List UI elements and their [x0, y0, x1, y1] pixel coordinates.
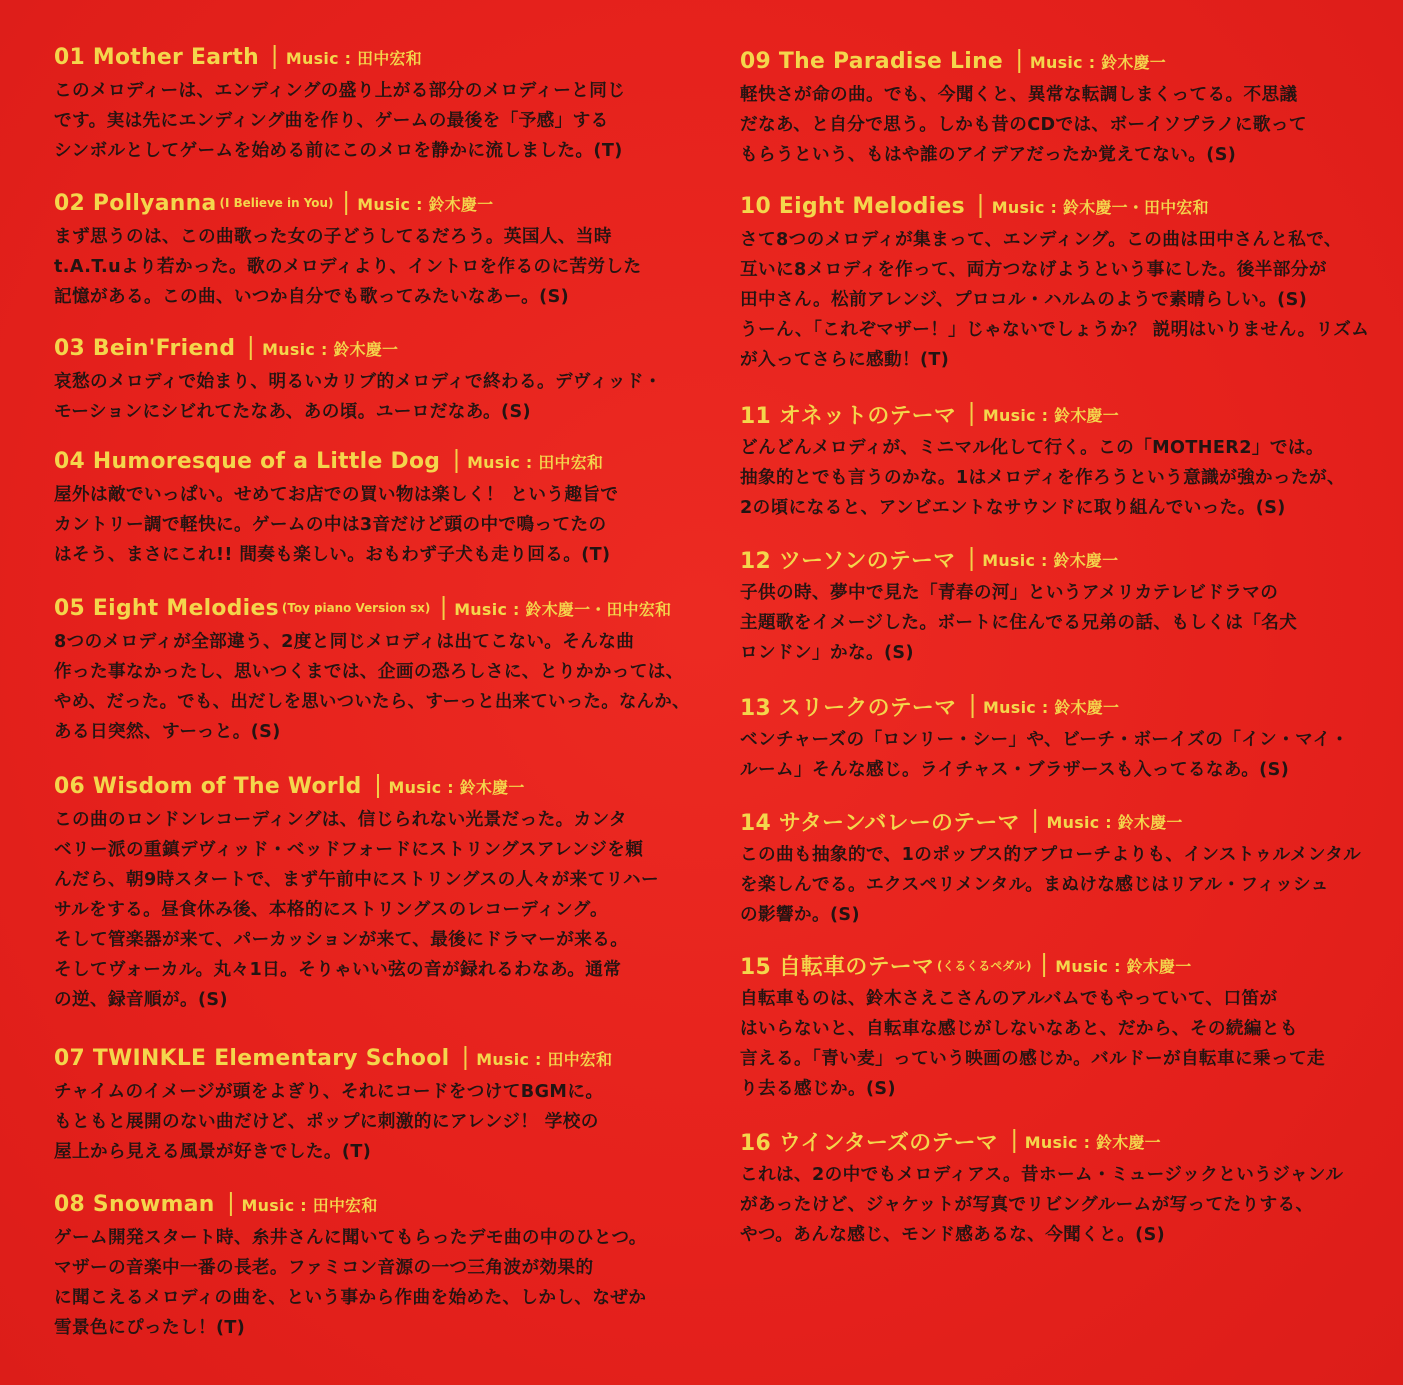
- description-line: が入ってさらに感動！(T): [740, 350, 950, 370]
- track-title: 10 Eight Melodies: [740, 193, 965, 219]
- description-line: マザーの音楽中一番の長老。ファミコン音源の一つ三角波が効果的: [54, 1258, 594, 1278]
- track-02: [54, 188, 694, 312]
- track-description: [740, 1160, 1380, 1250]
- track-title: 12 ツーソンのテーマ: [740, 548, 956, 574]
- separator: [274, 45, 276, 69]
- track-credit: Music : 鈴木慶一: [357, 194, 494, 214]
- track-13: [740, 691, 1380, 785]
- track-title: 11 オネットのテーマ: [740, 403, 957, 429]
- track-description: [54, 480, 694, 570]
- track-title: 13 スリークのテーマ: [740, 695, 957, 721]
- description-line: 主題歌をイメージした。ボートに住んでる兄弟の話、もしくは「名犬: [740, 613, 1298, 633]
- description-line: ベリー派の重鎮デヴィッド・ベッドフォードにストリングスアレンジを頼: [54, 840, 644, 860]
- track-14: [740, 806, 1380, 930]
- track-header: [54, 1189, 690, 1219]
- separator: [1013, 1129, 1015, 1153]
- description-line: り去る感じか。(S): [740, 1079, 896, 1099]
- description-line: そしてヴォーカル。丸々1日。そりゃいい弦の音が録れるわなあ。通常: [54, 960, 622, 980]
- track-description: [740, 225, 1380, 375]
- track-title: 06 Wisdom of The World: [54, 773, 362, 799]
- track-credit: Music : 鈴木慶一: [982, 550, 1119, 570]
- track-title: 01 Mother Earth: [54, 44, 260, 70]
- separator: [230, 1192, 232, 1216]
- track-description: [740, 433, 1380, 523]
- track-01: [54, 42, 694, 166]
- track-title: 03 Bein'Friend: [54, 335, 236, 361]
- track-description: [54, 1077, 694, 1167]
- description-line: ロンドン」かな。(S): [740, 643, 914, 663]
- track-title: 05 Eight Melodies: [54, 595, 279, 621]
- track-05: [54, 593, 694, 747]
- description-line: サルをする。昼食休み後、本格的にストリングスのレコーディング。: [54, 900, 608, 920]
- track-credit: Music : 鈴木慶一: [982, 405, 1119, 425]
- track-credit: Music : 鈴木慶一: [1029, 52, 1167, 72]
- description-line: 屋上から見える風景が好きでした。(T): [54, 1142, 372, 1162]
- description-line: があったけど、ジャケットが写真でリビングルームが写ってたりする、: [740, 1195, 1314, 1215]
- track-description: [740, 984, 1380, 1104]
- track-header: [54, 333, 690, 363]
- description-line: 自転車ものは、鈴木さえこさんのアルバムでもやっていて、口笛が: [740, 989, 1278, 1009]
- track-11: [740, 399, 1380, 523]
- description-line: カントリー調で軽快に。ゲームの中は3音だけど頭の中で鳴ってたの: [54, 515, 607, 535]
- track-title: 14 サターンバレーのテーマ: [740, 810, 1020, 836]
- track-description: [54, 222, 694, 312]
- separator: [377, 774, 379, 798]
- description-line: この曲のロンドンレコーディングは、信じられない光景だった。カンタ: [54, 810, 627, 830]
- track-06: [54, 771, 694, 1015]
- track-header: [740, 1126, 1376, 1156]
- track-header: [54, 1043, 690, 1073]
- description-line: ある日突然、すーっと。(S): [54, 722, 281, 742]
- description-line: このメロディーは、エンディングの盛り上がる部分のメロディーと同じ: [54, 81, 626, 101]
- description-line: 抽象的とでも言うのかな。1はメロディを作ろうという意識が強かったが、: [740, 468, 1346, 488]
- description-line: まず思うのは、この曲歌った女の子どうしてるだろう。英国人、当時: [54, 227, 612, 247]
- description-line: ベンチャーズの「ロンリー・シー」や、ビーチ・ボーイズの「イン・マイ・: [740, 730, 1349, 750]
- description-line: だなあ、と自分で思う。しかも昔のCDでは、ボーイソプラノに歌って: [740, 115, 1307, 135]
- track-credit: Music : 鈴木慶一・田中宏和: [454, 599, 672, 619]
- description-line: モーションにシビれてたなあ、あの頃。ユーロだなあ。(S): [54, 402, 531, 422]
- description-line: 子供の時、夢中で見た「青春の河」というアメリカテレビドラマの: [740, 583, 1279, 603]
- description-line: んだら、朝9時スタートで、まず午前中にストリングスの人々が来てリハー: [54, 870, 660, 890]
- track-header: [740, 46, 1376, 76]
- separator: [250, 336, 252, 360]
- track-title: 09 The Paradise Line: [740, 48, 1004, 74]
- separator: [971, 402, 973, 426]
- track-header: [740, 950, 1376, 980]
- description-line: を楽しんでる。エクスペリメンタル。まぬけな感じはリアル・フィッシュ: [740, 875, 1329, 895]
- description-line: もともと展開のない曲だけど、ポップに刺激的にアレンジ！ 学校の: [54, 1112, 599, 1132]
- description-line: もらうという、もはや誰のアイデアだったか覚えてない。(S): [740, 145, 1237, 165]
- description-line: そして管楽器が来て、パーカッションが来て、最後にドラマーが来る。: [54, 930, 629, 950]
- separator: [442, 596, 444, 620]
- track-header: [740, 399, 1376, 429]
- separator: [345, 191, 347, 215]
- description-line: です。実は先にエンディング曲を作り、ゲームの最後を「予感」する: [54, 111, 609, 131]
- track-description: [54, 76, 694, 166]
- track-title: 16 ウインターズのテーマ: [740, 1130, 998, 1156]
- track-credit: Music : 鈴木慶一・田中宏和: [991, 197, 1209, 217]
- track-credit: Music : 鈴木慶一: [1055, 956, 1192, 976]
- description-line: はそう、まさにこれ!! 間奏も楽しい。おもわず子犬も走り回る。(T): [54, 545, 611, 565]
- description-line: に聞こえるメロディの曲を、という事から作曲を始めた、しかし、なぜか: [54, 1288, 647, 1308]
- description-line: シンボルとしてゲームを始める前にこのメロを静かに流しました。(T): [54, 141, 623, 161]
- track-credit: Music : 田中宏和: [241, 1195, 378, 1215]
- separator: [1035, 809, 1037, 833]
- track-credit: Music : 鈴木慶一: [388, 777, 525, 797]
- track-15: [740, 950, 1380, 1104]
- description-line: やめ、だった。でも、出だしを思いついたら、すーっと出来ていった。なんか、: [54, 692, 690, 712]
- track-description: [740, 80, 1380, 170]
- track-description: [740, 578, 1380, 668]
- track-title: 15 自転車のテーマ: [740, 954, 935, 980]
- track-title: 08 Snowman: [54, 1191, 215, 1217]
- track-08: [54, 1189, 694, 1343]
- track-credit: Music : 田中宏和: [476, 1049, 613, 1069]
- track-title: 04 Humoresque of a Little Dog: [54, 448, 441, 474]
- description-line: ルーム」そんな感じ。ライチャス・ブラザースも入ってるなあ。(S): [740, 760, 1290, 780]
- track-description: [54, 627, 694, 747]
- description-line: t.A.T.uより若かった。歌のメロディより、イントロを作るのに苦労した: [54, 257, 642, 277]
- description-line: 屋外は敵でいっぱい。せめてお店での買い物は楽しく！ という趣旨で: [54, 485, 619, 505]
- description-line: ゲーム開発スタート時、糸井さんに聞いてもらったデモ曲の中のひとつ。: [54, 1228, 647, 1248]
- track-16: [740, 1126, 1380, 1250]
- separator: [971, 694, 973, 718]
- track-header: [54, 188, 690, 218]
- track-title: 02 Pollyanna: [54, 190, 217, 216]
- description-line: やつ。あんな感じ、モンド感あるな、今聞くと。(S): [740, 1225, 1166, 1245]
- track-credit: Music : 鈴木慶一: [1024, 1132, 1161, 1152]
- description-line: の逆、録音順が。(S): [54, 990, 228, 1010]
- description-line: うーん、「これぞマザー！」じゃないでしょうか？ 説明はいりません。リズム: [740, 320, 1370, 340]
- track-credit: Music : 田中宏和: [467, 452, 604, 472]
- track-10: [740, 191, 1380, 375]
- track-header: [54, 42, 690, 72]
- description-line: さて8つのメロディが集まって、エンディング。この曲は田中さんと私で、: [740, 230, 1342, 250]
- track-credit: Music : 田中宏和: [285, 48, 422, 68]
- description-line: チャイムのイメージが頭をよぎり、それにコードをつけてBGMに。: [54, 1082, 604, 1102]
- description-line: はいらないと、自転車な感じがしないなあと、だから、その続編とも: [740, 1019, 1298, 1039]
- description-line: 2の頃になると、アンビエントなサウンドに取り組んでいった。(S): [740, 498, 1286, 518]
- track-header: [740, 691, 1376, 721]
- track-subtitle: (I Believe in You): [219, 196, 334, 210]
- track-description: [740, 840, 1380, 930]
- track-credit: Music : 鈴木慶一: [1046, 812, 1183, 832]
- description-line: 8つのメロディが全部違う、2度と同じメロディは出てこない。そんな曲: [54, 632, 635, 652]
- track-header: [54, 771, 690, 801]
- track-description: [54, 1223, 694, 1343]
- separator: [1018, 49, 1020, 73]
- track-description: [54, 367, 694, 427]
- track-header: [740, 806, 1376, 836]
- track-12: [740, 544, 1380, 668]
- description-line: 哀愁のメロディで始まり、明るいカリブ的メロディで終わる。デヴィッド・: [54, 372, 662, 392]
- track-description: [54, 805, 694, 1015]
- separator: [970, 547, 972, 571]
- separator: [455, 449, 457, 473]
- track-credit: Music : 鈴木慶一: [262, 339, 399, 359]
- description-line: 作った事なかったし、思いつくまでは、企画の恐ろしさに、とりかかっては、: [54, 662, 684, 682]
- description-line: 互いに8メロディを作って、両方つなげようという事にした。後半部分が: [740, 260, 1327, 280]
- description-line: 軽快さが命の曲。でも、今聞くと、異常な転調しまくってる。不思議: [740, 85, 1298, 105]
- track-header: [54, 593, 690, 623]
- description-line: この曲も抽象的で、1のポップス的アプローチよりも、インストゥルメンタル: [740, 845, 1362, 865]
- separator: [464, 1046, 466, 1070]
- track-title: 07 TWINKLE Elementary School: [54, 1045, 450, 1071]
- track-header: [740, 544, 1376, 574]
- track-subtitle: (Toy piano Version sx): [281, 601, 431, 615]
- track-credit: Music : 鈴木慶一: [983, 697, 1120, 717]
- description-line: 雪景色にぴったし！(T): [54, 1318, 246, 1338]
- description-line: 田中さん。松前アレンジ、プロコル・ハルムのようで素晴らしい。(S): [740, 290, 1308, 310]
- description-line: 言える。「青い麦」っていう映画の感じか。バルドーが自転車に乗って走: [740, 1049, 1325, 1069]
- separator: [980, 194, 982, 218]
- track-04: [54, 446, 694, 570]
- description-line: の影響か。(S): [740, 905, 860, 925]
- description-line: 記憶がある。この曲、いつか自分でも歌ってみたいなあー。(S): [54, 287, 570, 307]
- description-line: これは、2の中でもメロディアス。昔ホーム・ミュージックというジャンル: [740, 1165, 1344, 1185]
- track-09: [740, 46, 1380, 170]
- track-header: [54, 446, 690, 476]
- track-header: [740, 191, 1376, 221]
- track-07: [54, 1043, 694, 1167]
- track-subtitle: (くるくるペダル): [937, 958, 1032, 973]
- track-description: [740, 725, 1380, 785]
- description-line: どんどんメロディが、ミニマル化して行く。この「MOTHER2」では。: [740, 438, 1324, 458]
- track-03: [54, 333, 694, 427]
- separator: [1043, 953, 1045, 977]
